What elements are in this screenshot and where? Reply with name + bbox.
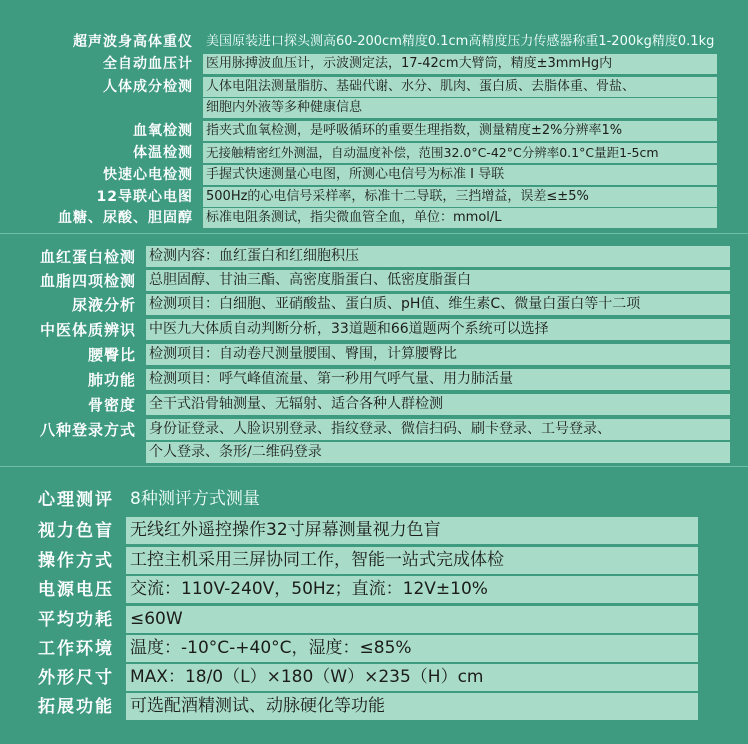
spec-label: 尿液分析 [71,296,136,314]
spec-value: 检测项目：白细胞、亚硝酸盐、蛋白质、pH值、维生素C、微量白蛋白等十二项 [146,294,730,315]
spec-value-continued: 细胞内外液等多种健康信息 [203,98,717,118]
spec-label: 血脂四项检测 [39,272,136,290]
section-divider [0,233,748,234]
spec-value: ≤60W [126,606,698,633]
spec-label: 平均功耗 [38,610,114,630]
spec-value: 总胆固醇、甘油三酯、高密度脂蛋白、低密度脂蛋白 [146,270,730,291]
spec-label: 操作方式 [38,551,114,571]
spec-value: 可选配酒精测试、动脉硬化等功能 [126,693,698,720]
spec-label: 肺功能 [87,371,136,389]
spec-label: 腰臀比 [87,346,136,364]
spec-value: 无接触精密红外测温，自动温度补偿，范围32.0°C-42°C分辨率0.1°C量距1-5cm [203,143,717,163]
spec-label: 视力色盲 [38,521,114,541]
spec-value: 指夹式血氧检测，是呼吸循环的重要生理指数，测量精度±2%分辨率1% [203,121,717,141]
spec-label: 人体成分检测 [103,79,193,95]
spec-value: 温度：-10°C-+40°C，湿度：≤85% [126,635,698,662]
spec-label: 工作环境 [38,639,114,659]
spec-label: 心理测评 [38,490,114,510]
spec-value: 8种测评方式测量 [130,489,260,509]
spec-value: 身份证登录、人脸识别登录、指纹登录、微信扫码、刷卡登录、工号登录、 [146,419,730,440]
spec-value: 无线红外遥控操作32寸屏幕测量视力色盲 [126,517,698,544]
spec-label: 12导联心电图 [96,189,193,205]
spec-value: 标准电阻条测试，指尖微血管全血，单位：mmol/L [203,208,717,228]
spec-label: 全自动血压计 [103,56,193,72]
spec-value: MAX：18/0（L）×180（W）×235（H）cm [126,664,698,691]
spec-label: 超声波身高体重仪 [73,34,193,50]
spec-label: 体温检测 [133,145,193,161]
spec-value-continued: 个人登录、条形/二维码登录 [146,442,730,463]
spec-label: 骨密度 [87,396,136,414]
spec-label: 血红蛋白检测 [39,248,136,266]
spec-value: 500Hz的心电信号采样率，标准十二导联，三挡增益，误差≤±5% [203,187,717,207]
spec-label: 血氧检测 [133,123,193,139]
spec-label: 电源电压 [38,580,114,600]
spec-value: 交流：110V-240V，50Hz；直流：12V±10% [126,576,698,603]
spec-value: 手握式快速测量心电图，所测心电信号为标准 I 导联 [203,165,717,185]
spec-value: 美国原装进口探头测高60-200cm精度0.1cm高精度压力传感器称重1-200kg精度0.1kg [206,34,715,49]
spec-value: 中医九大体质自动判断分析，33道题和66道题两个系统可以选择 [146,319,730,340]
spec-label: 血糖、尿酸、胆固醇 [58,210,193,226]
spec-value: 医用脉搏波血压计，示波测定法，17-42cm大臂筒，精度±3mmHg内 [203,54,717,74]
spec-value: 全干式沿骨轴测量、无辐射、适合各种人群检测 [146,394,730,415]
spec-value: 检测内容：血红蛋白和红细胞积压 [146,246,730,267]
spec-label: 拓展功能 [38,697,114,717]
spec-section-basic [0,0,748,232]
spec-label: 中医体质辨识 [39,321,136,339]
section-divider [0,466,748,467]
spec-label: 八种登录方式 [39,421,136,439]
spec-value: 人体电阻法测量脂肪、基础代谢、水分、肌肉、蛋白质、去脂体重、骨盐、 [203,77,717,97]
spec-label: 快速心电检测 [103,167,193,183]
spec-value: 工控主机采用三屏协同工作，智能一站式完成体检 [126,547,698,574]
spec-section-advanced [0,236,748,466]
spec-label: 外形尺寸 [38,668,114,688]
spec-value: 检测项目：呼气峰值流量、第一秒用气呼气量、用力肺活量 [146,369,730,390]
spec-value: 检测项目：自动卷尺测量腰围、臀围，计算腰臀比 [146,344,730,365]
spec-section-system [0,468,748,744]
